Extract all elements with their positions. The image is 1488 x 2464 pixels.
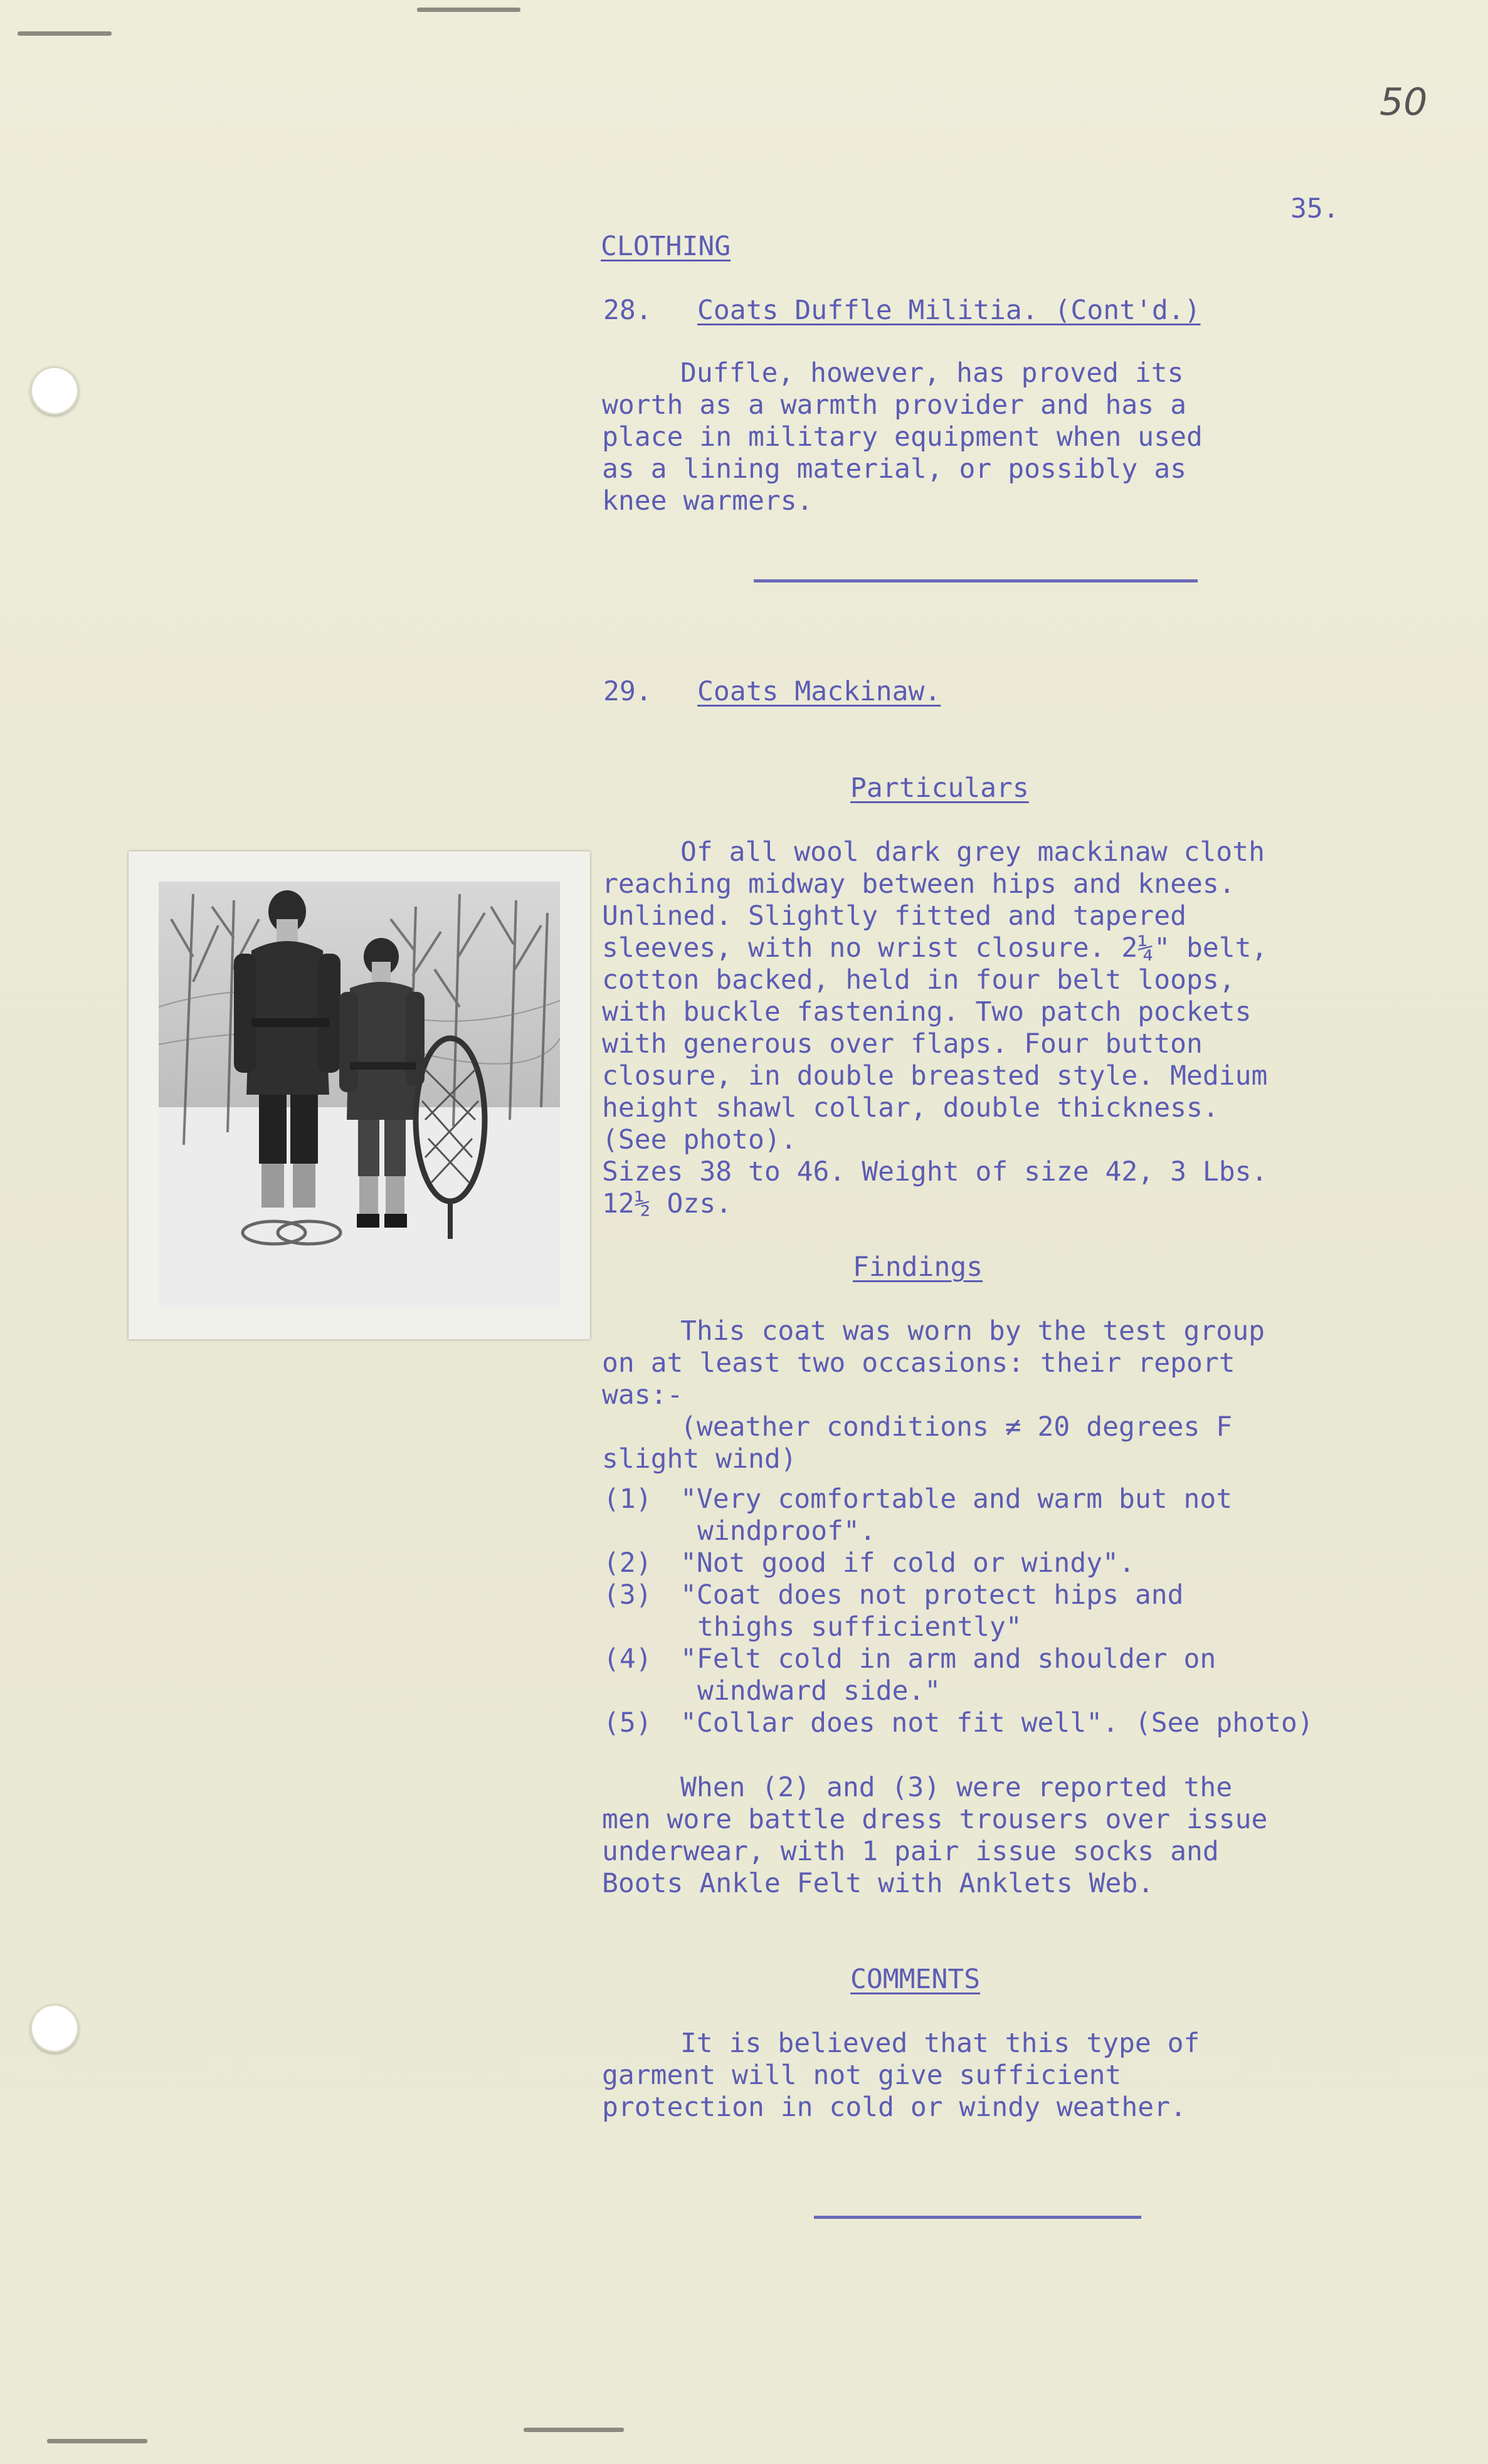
findings-heading: Findings [853, 1251, 983, 1283]
body-line: slight wind) [602, 1443, 797, 1475]
body-line: height shawl collar, double thickness. [602, 1092, 1219, 1124]
staple [18, 31, 112, 36]
photograph-two-men-in-mackinaw-coats-with-snowshoes-icon [159, 882, 560, 1308]
body-line: garment will not give sufficient [602, 2060, 1122, 2091]
body-line: knee warmers. [602, 485, 813, 517]
body-line: with buckle fastening. Two patch pockets [602, 996, 1252, 1028]
staple [417, 8, 520, 12]
body-line: When (2) and (3) were reported the [680, 1772, 1233, 1803]
handwritten-page-number: 50 [1380, 80, 1428, 124]
list-item: "Coat does not protect hips and [680, 1579, 1184, 1611]
list-item-number: (4) [603, 1643, 652, 1675]
body-line: as a lining material, or possibly as [602, 453, 1186, 485]
body-line: Sizes 38 to 46. Weight of size 42, 3 Lbs. [602, 1156, 1268, 1187]
body-line: underwear, with 1 pair issue socks and [602, 1836, 1219, 1867]
list-item: "Felt cold in arm and shoulder on [680, 1643, 1216, 1675]
punch-hole [30, 2004, 79, 2053]
body-line: (weather conditions ≠ 20 degrees F [680, 1411, 1233, 1443]
item-29-title: Coats Mackinaw. [697, 676, 941, 707]
list-item: "Very comfortable and warm but not [680, 1483, 1233, 1515]
body-line: sleeves, with no wrist closure. 2¼" belt, [602, 932, 1268, 964]
body-line: on at least two occasions: their report [602, 1347, 1235, 1379]
staple [47, 2439, 147, 2443]
body-line: This coat was worn by the test group [680, 1315, 1265, 1347]
list-item-number: (1) [603, 1483, 652, 1515]
body-line: reaching midway between hips and knees. [602, 868, 1235, 900]
body-line: worth as a warmth provider and has a [602, 389, 1186, 421]
comments-heading: COMMENTS [850, 1964, 981, 1995]
body-line: Unlined. Slightly fitted and tapered [602, 900, 1186, 932]
typed-page-number: 35. [1290, 193, 1339, 224]
body-line: was:- [602, 1379, 683, 1411]
body-line: closure, in double breasted style. Medium [602, 1060, 1268, 1092]
body-line: Duffle, however, has proved its [680, 357, 1184, 389]
staple [524, 2428, 624, 2432]
body-line: protection in cold or windy weather. [602, 2092, 1186, 2123]
divider-rule [814, 2216, 1141, 2219]
list-item: thighs sufficiently" [697, 1611, 1022, 1643]
body-line: It is believed that this type of [680, 2028, 1200, 2059]
body-line: place in military equipment when used [602, 421, 1203, 453]
list-item-number: (2) [603, 1547, 652, 1579]
body-line: 12½ Ozs. [602, 1188, 732, 1219]
item-28-title: Coats Duffle Militia. (Cont'd.) [697, 295, 1201, 326]
body-line: men wore battle dress trousers over issue [602, 1804, 1268, 1835]
body-line: cotton backed, held in four belt loops, [602, 964, 1235, 996]
punch-hole [30, 366, 79, 415]
body-line: (See photo). [602, 1124, 797, 1156]
body-line: with generous over flaps. Four button [602, 1028, 1203, 1060]
list-item: windward side." [697, 1675, 941, 1707]
list-item: "Not good if cold or windy". [680, 1547, 1135, 1579]
list-item-number: (5) [603, 1707, 652, 1739]
divider-rule [754, 579, 1198, 582]
particulars-heading: Particulars [850, 772, 1029, 804]
list-item-number: (3) [603, 1579, 652, 1611]
item-29-number: 29. [603, 676, 652, 707]
section-heading: CLOTHING [601, 231, 731, 262]
list-item: "Collar does not fit well". (See photo) [680, 1707, 1314, 1739]
photograph [129, 851, 590, 1339]
item-28-number: 28. [603, 295, 652, 326]
body-line: Boots Ankle Felt with Anklets Web. [602, 1868, 1154, 1899]
body-line: Of all wool dark grey mackinaw cloth [680, 836, 1265, 868]
list-item: windproof". [697, 1515, 876, 1547]
